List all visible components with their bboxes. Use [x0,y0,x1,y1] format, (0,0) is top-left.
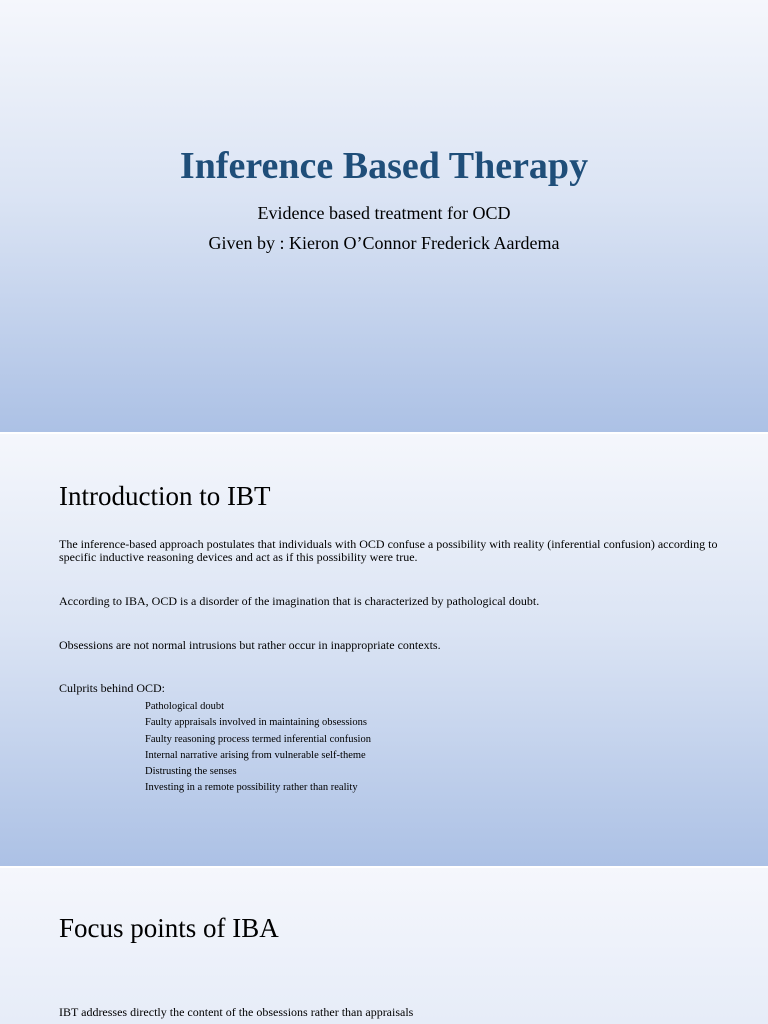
slide-title [0,0,768,432]
culprits-label: Culprits behind OCD: [59,681,166,695]
list-item: Investing in a remote possibility rather than reality [145,782,358,794]
list-item: Internal narrative arising from vulnerable self-theme [145,749,366,761]
presentation-title: Inference Based Therapy [179,145,589,187]
list-item: Faulty appraisals involved in maintaining obsessions [145,717,367,729]
slide-focus-points [0,868,768,1024]
list-item: Distrusting the senses [145,766,237,778]
list-item: Pathological doubt [145,701,225,712]
subtitle-line-2: Given by : Kieron O’Connor Frederick Aardema [208,233,560,253]
paragraph: Obsessions are not normal intrusions but rather occur in inappropriate contexts. [59,638,441,652]
paragraph: IBT addresses directly the content of the obsessions rather than appraisals [59,1005,414,1019]
paragraph: The inference-based approach postulates that individuals with OCD confuse a possibility with reality (inferential confusion) according to specific inductive reasoning devices and act as if this possibility were true. [59,537,718,564]
slide-heading: Introduction to IBT [59,481,271,511]
slide-heading: Focus points of IBA [59,913,279,943]
list-item: Faulty reasoning process termed inferential confusion [145,733,371,745]
subtitle-line-1: Evidence based treatment for OCD [257,203,511,223]
slide-introduction [0,434,768,866]
culprits-list [145,699,371,797]
paragraph: According to IBA, OCD is a disorder of the imagination that is characterized by pathological doubt. [59,594,540,608]
